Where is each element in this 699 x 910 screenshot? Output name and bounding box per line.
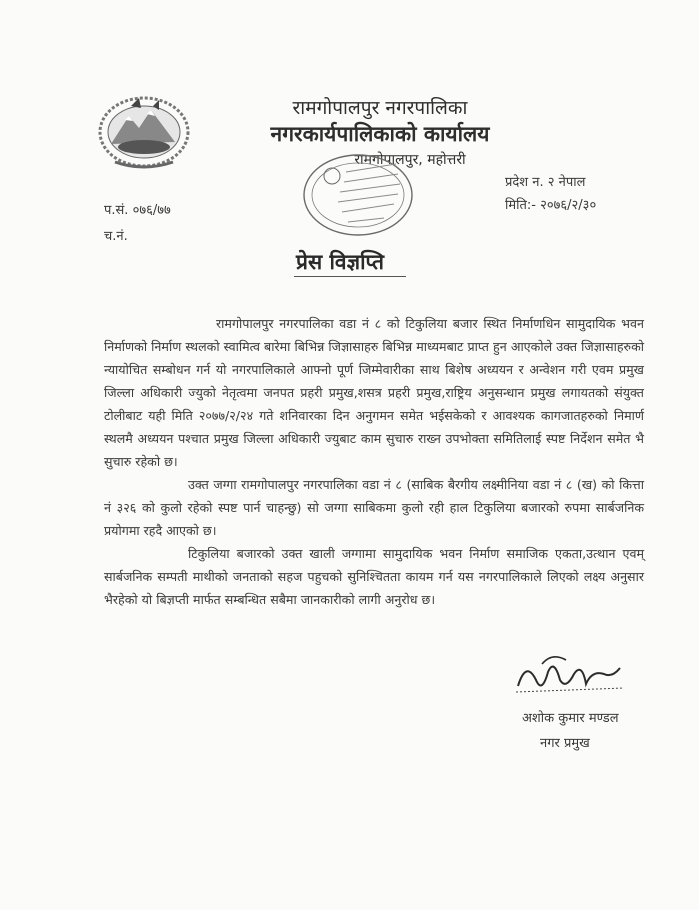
office-seal-stamp (298, 150, 418, 240)
body-paragraph-2: उक्त जग्गा रामगोपालपुर नगरपालिका वडा नं ८ (साबिक बैरगीय लक्ष्मीनिया वडा नं ८ (ख) को कित्ता नं ३२६ को कुलो रहेको स्पष्ट पार्न चाहन्छु) सो जग्गा साबिकमा कुलो रही हाल टिकुलिया बजारको रुपमा सार्बजनिक प्रयोगमा रहदै आएको छ। (104, 477, 644, 538)
signatory-designation: नगर प्रमुख (540, 736, 590, 751)
province-label: प्रदेश न. २ नेपाल (505, 175, 586, 190)
signatory-name: अशोक कुमार मण्डल (522, 711, 619, 726)
nepal-emblem-icon (95, 92, 193, 170)
handwritten-signature (512, 650, 632, 702)
date-label: मिति:- २०७६/२/३० (505, 198, 597, 213)
body-paragraph-1: रामगोपालपुर नगरपालिका वडा नं ८ को टिकुलिया बजार स्थित निर्माणधिन सामुदायिक भवन निर्माणको निर्माण स्थलको स्वामित्व बारेमा बिभिन्न जिज्ञासाहरु बिभिन्न माध्यमबाट प्राप्त हुन आएकोले उक्त जिज्ञासाहरुको न्यायोचित सम्बोधन गर्न यो नगरपालिकाले आफ्नो पूर्ण जिम्मेवारीका साथ बिशेष अध्ययन र अन्वेशन गरी एवम प्रमुख जिल्ला अधिकारी ज्युको नेतृत्वमा जनपत प्रहरी प्रमुख,शसत्र प्रहरी प्रमुख,राष्ट्रिय अनुसन्धान प्रमुख लगायतको संयुक्त टोलीबाट यही मिति २०७७/२/२४ गते शनिवारका दिन अनुगमन समेत भईसकेको र आवश्यक कागजातहरुको निमार्ण स्थलमै अध्ययन पश्चात प्रमुख जिल्ला अधिकारी ज्युबाट काम सुचारु राख्न उपभोक्ता समितिलाई स्पष्ट निर्देशन समेत भै सुचारु रहेको छ। (104, 316, 644, 469)
reference-number: प.सं. ०७६/७७ (104, 203, 171, 218)
office-subtitle: नगरकार्यपालिकाको कार्यालय (270, 122, 490, 146)
dispatch-number: च.नं. (104, 229, 128, 244)
press-release-body (104, 312, 644, 611)
title-underline (294, 276, 406, 277)
office-address: रामगोपालपुर, महोत्तरी (354, 152, 466, 168)
body-paragraph-3: टिकुलिया बजारको उक्त खाली जग्गामा सामुदायिक भवन निर्माण समाजिक एकता,उत्थान एवम् सार्बजनिक सम्पती माथीको जनताको सहज पहुचको सुनिश्चितता कायम गर्न यस नगरपालिकाले लिएको लक्ष्य अनुसार भैरहेको यो बिज्ञप्ती मार्फत सम्बन्धित सबैमा जानकारीको लागी अनुरोध छ। (104, 546, 644, 607)
document-title: प्रेस विज्ञप्ति (296, 250, 384, 274)
office-name: रामगोपालपुर नगरपालिका (292, 97, 468, 119)
